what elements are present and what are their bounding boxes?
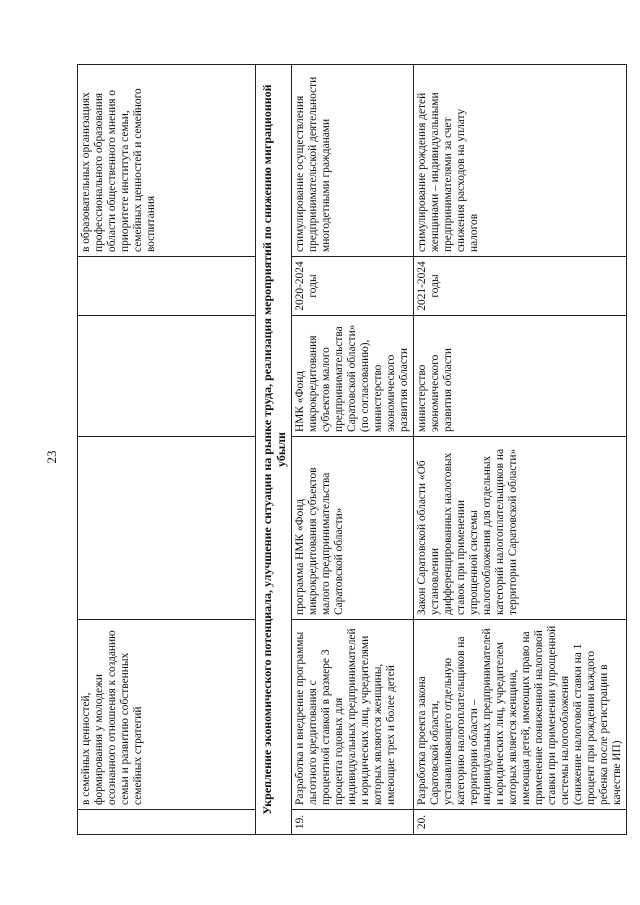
- cell-document: программа НМК «Фонд микрокредитования субъектов малого предпринимательства Саратовской области»: [292, 437, 414, 620]
- rotated-table-page: [77, 65, 625, 835]
- cell-years: 2021-2024 годы: [414, 257, 627, 316]
- cell-executor: министерство экономического развития области: [414, 316, 627, 437]
- measures-table: [77, 64, 627, 835]
- section-heading: Укрепление экономического потенциала, улучшение ситуации на рынке труда, реализация мероприятий по снижению миграционной убыли: [256, 65, 292, 835]
- page-number: 23: [44, 450, 59, 464]
- cell-num: 19.: [292, 810, 414, 835]
- cell-result: стимулирование рождения детей женщинами – индивидуальными предпринимателями за счет снижения расходов на уплату налогов: [414, 65, 627, 257]
- cell-executor: НМК «Фонд микрокредитования субъектов малого предпринимательства Саратовской области» (по согласованию), министерство экономического развития области: [292, 316, 414, 437]
- section-heading-row: [256, 65, 292, 835]
- cell-years: 2020-2024 годы: [292, 257, 414, 316]
- cell-document: [78, 437, 256, 620]
- table-row-continuation: [78, 65, 256, 835]
- cell-document: Закон Саратовской области «Об установлении дифференцированных налоговых ставок при применении упрощенной системы налогообложения для отдельных категорий налогоплательщиков на территории Саратовской области»: [414, 437, 627, 620]
- cell-num: [78, 810, 256, 835]
- cell-measure: в семейных ценностей, формирования у молодежи осознанного отношения к созданию семьи и развитию собственных семейных стратегий: [78, 620, 256, 810]
- cell-measure: Разработка и внедрение программы льготного кредитования с процентной ставкой в размере 3 процента годовых для индивидуальных предпринимателей и юридических лиц, учредителями которых являются женщины, имеющие трех и более детей: [292, 620, 414, 810]
- cell-num: 20.: [414, 810, 627, 835]
- cell-result: в образовательных организациях профессионального образования области общественного мнения о приоритете института семьи, семейных ценностей и семейного воспитания: [78, 65, 256, 257]
- table-row: [292, 65, 414, 835]
- cell-years: [78, 257, 256, 316]
- cell-result: стимулирование осуществления предпринимательской деятельности многодетными гражданами: [292, 65, 414, 257]
- cell-measure: Разработка проекта закона Саратовской области, устанавливающего отдельную категорию налогоплательщиков на территории области – индивидуальных предпринимателей и юридических лиц, учредителем которых является женщина, имеющая детей, имеющих право на применение пониженной налоговой ставки при применении упрощенной системы налогообложения (снижение налоговой ставки на 1 процент при рождении каждого ребенка после регистрации в качестве ИП): [414, 620, 627, 810]
- table-row: [414, 65, 627, 835]
- cell-executor: [78, 316, 256, 437]
